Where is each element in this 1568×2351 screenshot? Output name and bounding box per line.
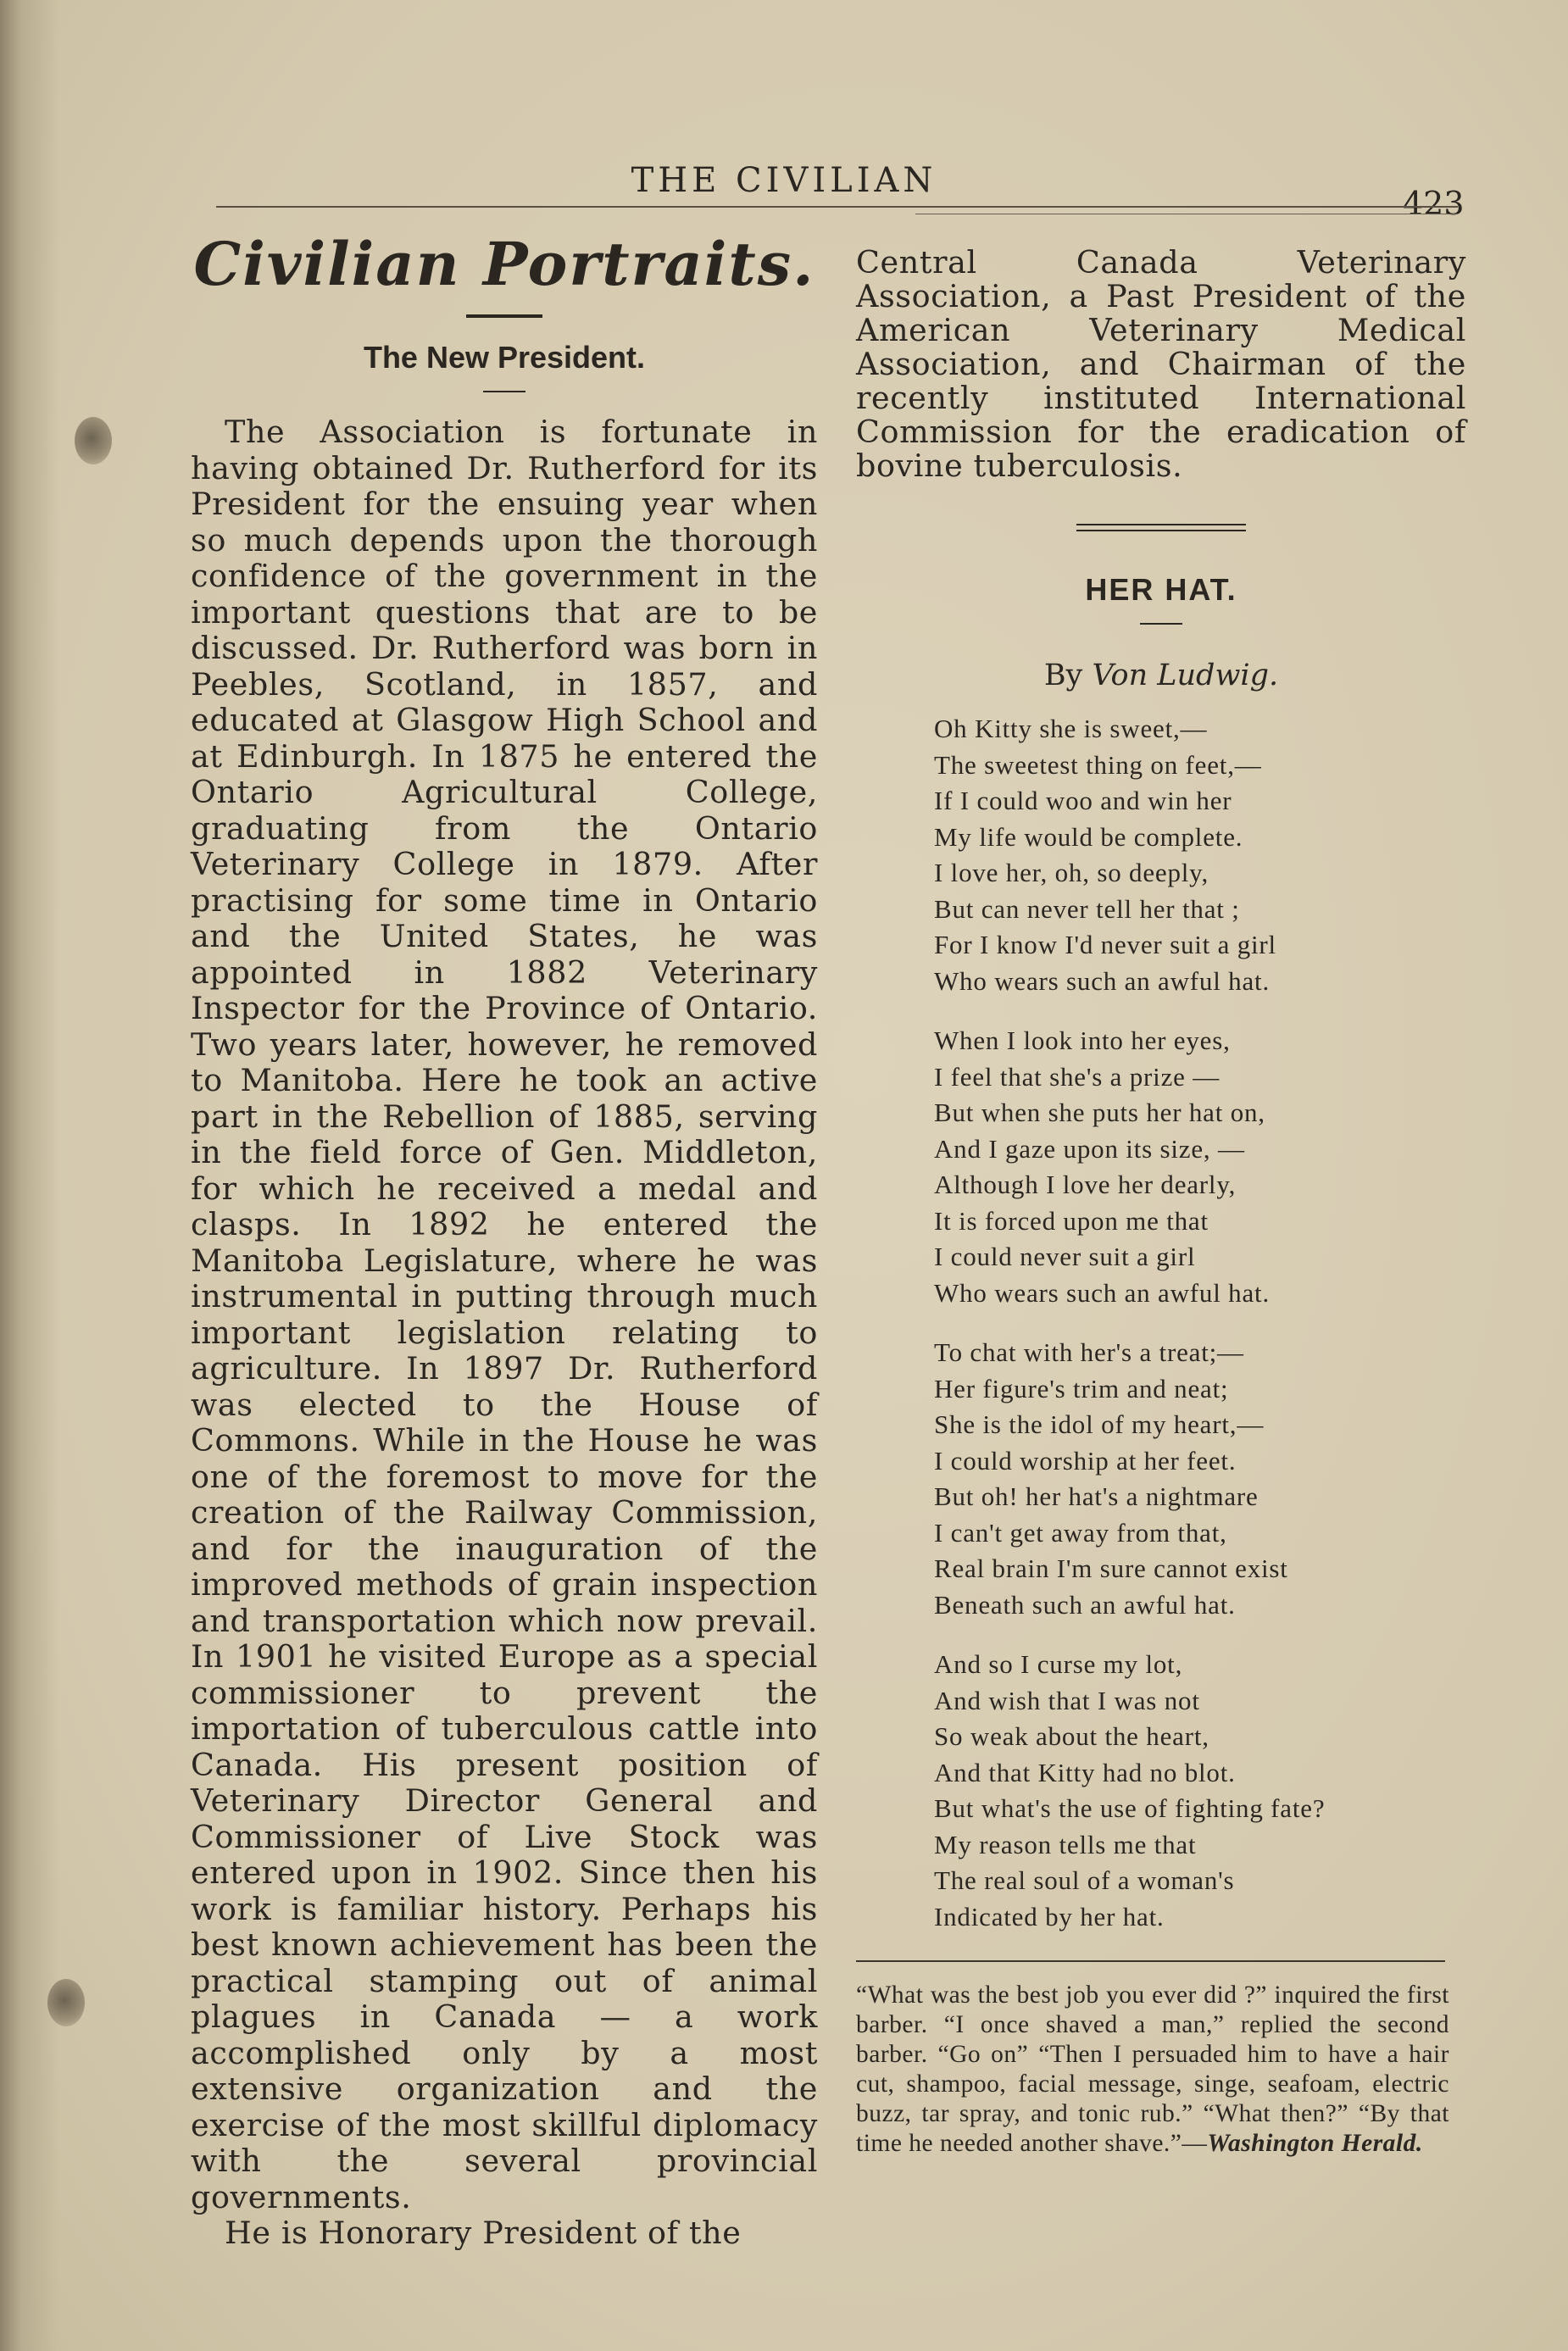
- poem-line: I can't get away from that,: [934, 1517, 1227, 1548]
- poem-line: And so I curse my lot,: [934, 1649, 1183, 1679]
- poem-line: But what's the use of fighting fate?: [934, 1793, 1326, 1823]
- poem-author: Von Ludwig.: [1092, 659, 1279, 692]
- anecdote-source: Washington Herald.: [1207, 2130, 1423, 2157]
- poem-stanza: [934, 1023, 1466, 1311]
- poem-line: She is the idol of my heart,—: [934, 1409, 1265, 1439]
- poem-line: I could never suit a girl: [934, 1242, 1196, 1271]
- poem-line: My reason tells me that: [934, 1829, 1197, 1859]
- header-rule: [216, 206, 1458, 208]
- poem-stanza: [934, 711, 1466, 999]
- poem-line: And wish that I was not: [934, 1685, 1200, 1715]
- poem-line: But oh! her hat's a nightmare: [934, 1481, 1259, 1511]
- punch-hole: [75, 417, 112, 464]
- poem-stanza: [934, 1335, 1466, 1623]
- poem-title: HER HAT.: [1085, 572, 1237, 607]
- running-title: THE CIVILIAN: [631, 161, 937, 200]
- poem-line: When I look into her eyes,: [934, 1025, 1231, 1055]
- poem-line: Oh Kitty she is sweet,—: [934, 714, 1208, 743]
- poem-line: And that Kitty had no blot.: [934, 1757, 1236, 1787]
- anecdote-text: “What was the best job you ever did ?” inquired the first barber. “I once shaved a man,” replied the second barber. “Go on” “Then I persuaded him to have a hair cut, shampoo, facial message, singe, seafoam, electric buzz, tar spray, and tonic rub.” “What then?” “By that time he needed another shave.”—: [856, 1981, 1449, 2157]
- article-paragraph: The Association is fortunate in having obtained Dr. Rutherford for its President for the ensuing year when so much depends upon the thorough confidence of the government in the important questions that are to be discussed. Dr. Rutherford was born in Peebles, Scotland, in 1857, and educated at Glasgow High School and at Edinburgh. In 1875 he entered the Ontario Agricultural College, graduating from the Ontario Veterinary College in 1879. After practising for some time in Ontario and the United States, he was appointed in 1882 Veterinary Inspector for the Province of Ontario. Two years later, however, he removed to Manitoba. Here he took an active part in the Rebellion of 1885, serving in the field force of Gen. Middleton, for which he received a medal and clasps. In 1892 he entered the Manitoba Legislature, where he was instrumental in putting through much important legislation relating to agriculture. In 1897 Dr. Rutherford was elected to the House of Commons. While in the House he was one of the foremost to move for the creation of the Railway Commission, and for the inauguration of the improved methods of grain inspection and transportation which now prevail. In 1901 he visited Europe as a special commissioner to prevent the importation of tuberculous cattle into Canada. His present position of Veterinary Director General and Commissioner of Live Stock was entered upon in 1902. Since then his work is familiar history. Perhaps his best known achievement has been the practical stamping out of animal plagues in Canada — a work accomplished only by a most extensive organization and the exercise of the most skillful diplomacy with the several provincial governments.: [191, 414, 818, 2215]
- poem-title-dash: [1140, 623, 1182, 625]
- poem-line: To chat with her's a treat;—: [934, 1337, 1244, 1367]
- article-subheading: The New President.: [363, 340, 646, 375]
- poem-line: And I gaze upon its size, —: [934, 1133, 1245, 1164]
- poem-line: I could worship at her feet.: [934, 1445, 1237, 1476]
- poem-line: Although I love her dearly,: [934, 1170, 1237, 1199]
- poem-line: I feel that she's a prize —: [934, 1061, 1220, 1092]
- poem-line: The sweetest thing on feet,—: [934, 749, 1262, 780]
- anecdote-divider: [856, 1960, 1445, 1962]
- article-continuation: Central Canada Veterinary Association, a Past President of the American Veterinary Medical Association, and Chairman of the recently instituted International Commission for the eradication of bovine tuberculosis.: [856, 244, 1466, 484]
- poem-line: Real brain I'm sure cannot exist: [934, 1553, 1288, 1583]
- punch-hole: [47, 1979, 85, 2026]
- poem-stanza: [934, 1647, 1466, 1935]
- poem-line: For I know I'd never suit a girl: [934, 930, 1276, 959]
- barber-anecdote: [856, 1981, 1449, 2159]
- poem-line: But can never tell her that ;: [934, 893, 1240, 924]
- article-paragraph: He is Honorary President of the: [225, 2215, 742, 2251]
- section-divider: [1076, 524, 1246, 531]
- left-column: [191, 229, 818, 2252]
- subheading-dash: [483, 391, 525, 392]
- poem-byline: [856, 659, 1466, 692]
- page-number: 423: [1403, 185, 1465, 222]
- byline-prefix: By: [1043, 659, 1083, 692]
- section-title: Civilian Portraits.: [193, 229, 815, 299]
- poem-line: Who wears such an awful hat.: [934, 1277, 1270, 1308]
- poem-line: If I could woo and win her: [934, 786, 1232, 815]
- poem-line: I love her, oh, so deeply,: [934, 858, 1209, 887]
- poem-line: So weak about the heart,: [934, 1721, 1209, 1751]
- poem-line: Indicated by her hat.: [934, 1901, 1165, 1931]
- article-body: [191, 414, 818, 2252]
- poem-line: My life would be complete.: [934, 821, 1243, 852]
- poem-line: Her figure's trim and neat;: [934, 1373, 1229, 1403]
- right-column: [856, 246, 1466, 2159]
- poem-line: The real soul of a woman's: [934, 1865, 1235, 1895]
- poem-line: Who wears such an awful hat.: [934, 965, 1270, 996]
- title-rule: [466, 314, 542, 318]
- poem-line: But when she puts her hat on,: [934, 1098, 1265, 1127]
- poem-line: Beneath such an awful hat.: [934, 1589, 1236, 1620]
- poem-line: It is forced upon me that: [934, 1205, 1209, 1236]
